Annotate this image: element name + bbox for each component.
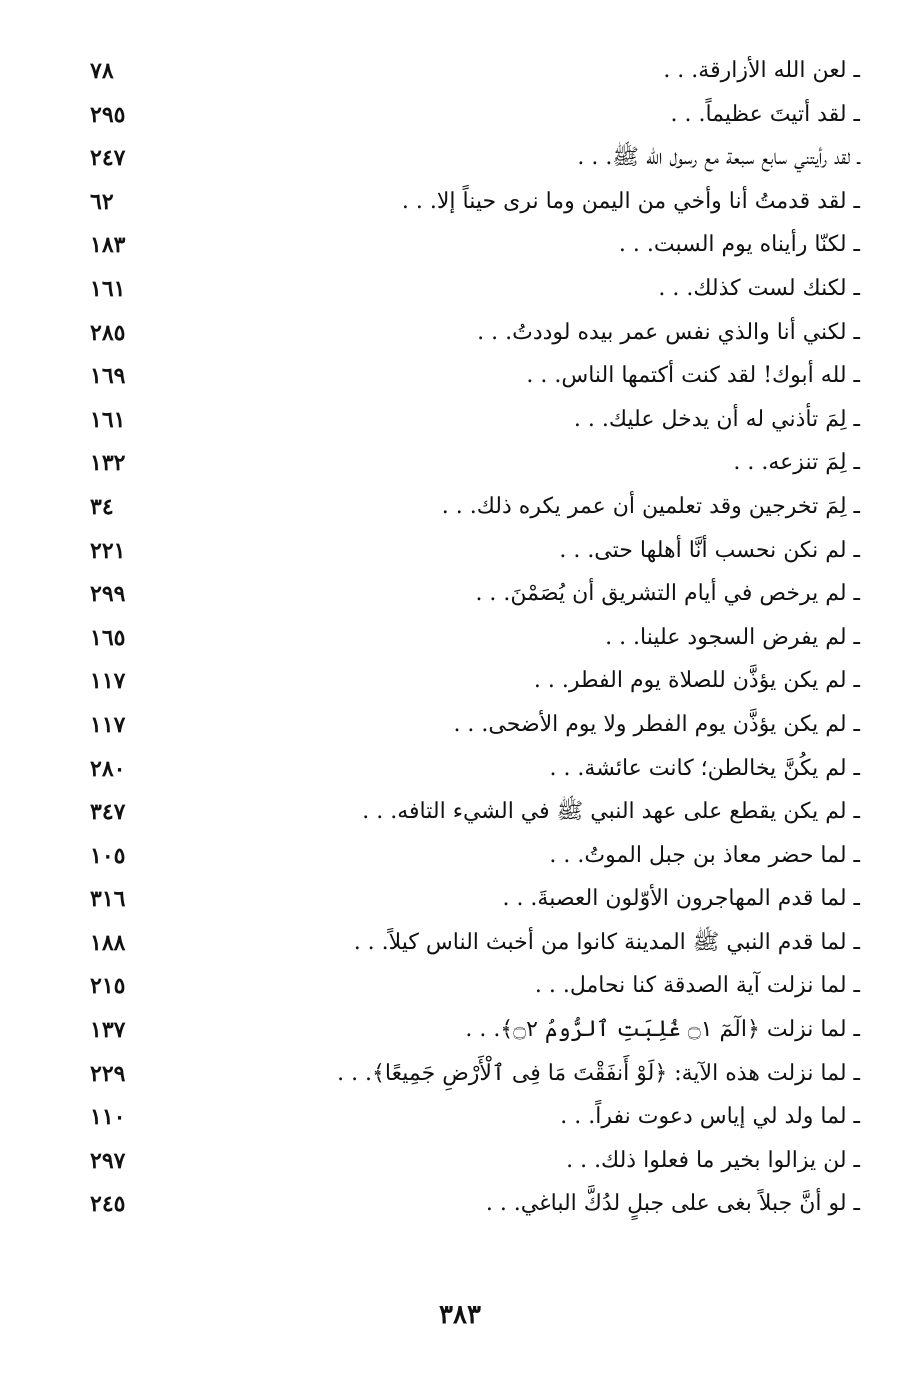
entry-text: ـ لقد رأيتني سابع سبعة مع رسول الله ﷺ. . . xyxy=(577,145,860,171)
entry-text: ـ لعن الله الأزارقة. . . xyxy=(663,58,860,83)
index-entry xyxy=(70,835,860,879)
index-entry xyxy=(70,50,860,94)
entry-page-ref: ١١٧ xyxy=(90,711,126,738)
entry-text: ـ لما ولد لي إياس دعوت نفراً. . . xyxy=(560,1104,860,1130)
entry-text: ـ لكنّا رأيناه يوم السبت. . . xyxy=(618,232,860,258)
entry-page-ref: ٣١٦ xyxy=(90,886,126,913)
entry-page-ref: ٢٨٥ xyxy=(90,319,126,346)
index-list xyxy=(70,50,860,1227)
index-entry xyxy=(70,922,860,966)
index-entry xyxy=(70,1140,860,1184)
index-entry xyxy=(70,965,860,1009)
index-entry xyxy=(70,486,860,530)
entry-page-ref: ٢٢١ xyxy=(90,537,126,564)
entry-page-ref: ٢٨٠ xyxy=(90,755,126,782)
index-entry xyxy=(70,399,860,443)
entry-page-ref: ١٣٢ xyxy=(90,450,126,477)
entry-text: ـ لم يكن يؤذَّن للصلاة يوم الفطر. . . xyxy=(533,668,860,694)
index-entry xyxy=(70,224,860,268)
index-entry xyxy=(70,1096,860,1140)
entry-page-ref: ٦٢ xyxy=(90,188,114,215)
entry-text: ـ لم يرخص في أيام التشريق أن يُصَمْنَ. . . xyxy=(475,581,860,607)
entry-text: ـ لكنك لست كذلك. . . xyxy=(658,275,860,301)
entry-text: ـ لما قدم النبي ﷺ المدينة كانوا من أخبث الناس كيلاً. . . xyxy=(353,929,860,955)
entry-text: ـ لقد قدمتُ أنا وأخي من اليمن وما نرى حيناً إلا. . . xyxy=(401,188,860,214)
entry-page-ref: ١١٧ xyxy=(90,668,126,695)
entry-text: ـ لما حضر معاذ بن جبل الموتُ. . . xyxy=(549,842,860,868)
entry-text: ـ لم يكن يقطع على عهد النبي ﷺ في الشيء التافه. . . xyxy=(362,799,860,825)
entry-page-ref: ٢٤٧ xyxy=(90,145,126,172)
index-entry xyxy=(70,530,860,574)
index-entry xyxy=(70,442,860,486)
entry-text: ـ لما نزلت آية الصدقة كنا نحامل. . . xyxy=(534,973,860,999)
index-entry xyxy=(70,660,860,704)
entry-text: ـ لما نزلت هذه الآية: ﴿لَوْ أَنفَقْتَ مَا فِى ٱلْأَرْضِ جَمِيعًا﴾. . . xyxy=(337,1060,860,1086)
index-entry xyxy=(70,748,860,792)
index-entry xyxy=(70,137,860,181)
entry-text: ـ لو أنَّ جبلاً بغى على جبلٍ لدُكَّ الباغي. . . xyxy=(485,1191,860,1217)
entry-text: ـ لكني أنا والذي نفس عمر بيده لوددتُ. . . xyxy=(477,319,860,345)
entry-page-ref: ٢٩٧ xyxy=(90,1147,126,1174)
index-entry xyxy=(70,1183,860,1227)
entry-text: ـ لِمَ تخرجين وقد تعلمين أن عمر يكره ذلك. . . xyxy=(441,493,860,519)
entry-page-ref: ١٦٩ xyxy=(90,363,126,390)
index-entry xyxy=(70,181,860,225)
entry-page-ref: ٣٤ xyxy=(90,493,114,520)
entry-text: ـ لم نكن نحسب أنَّا أهلها حتى. . . xyxy=(559,537,860,563)
index-entry xyxy=(70,355,860,399)
entry-text: ـ لم يفرض السجود علينا. . . xyxy=(605,624,860,650)
page-number: ٣٨٣ xyxy=(439,1300,481,1330)
entry-text: ـ لم يكن يؤذَّن يوم الفطر ولا يوم الأضحى. . . xyxy=(453,711,860,737)
index-entry xyxy=(70,1009,860,1053)
index-entry xyxy=(70,312,860,356)
index-entry xyxy=(70,704,860,748)
entry-page-ref: ١٦٥ xyxy=(90,624,126,651)
entry-page-ref: ١١٠ xyxy=(90,1104,126,1131)
entry-page-ref: ١٨٣ xyxy=(90,232,126,259)
entry-page-ref: ٧٨ xyxy=(90,58,114,84)
entry-text: ـ لما نزلت ﴿الٓمٓ ۝١ غُلِبَتِ ٱلرُّومُ ۝٢﴾. . . xyxy=(465,1017,860,1043)
entry-page-ref: ١٦١ xyxy=(90,275,126,302)
index-entry xyxy=(70,617,860,661)
entry-text: ـ لم يكُنَّ يخالطن؛ كانت عائشة. . . xyxy=(549,755,860,781)
index-entry xyxy=(70,94,860,138)
entry-page-ref: ٢١٥ xyxy=(90,973,126,1000)
index-entry xyxy=(70,878,860,922)
entry-page-ref: ١٨٨ xyxy=(90,929,126,956)
entry-page-ref: ١٠٥ xyxy=(90,842,126,869)
entry-page-ref: ٣٤٧ xyxy=(90,799,126,826)
entry-text: ـ لله أبوك! لقد كنت أكتمها الناس. . . xyxy=(526,363,860,389)
index-entry xyxy=(70,1053,860,1097)
index-entry xyxy=(70,791,860,835)
entry-text: ـ لِمَ تنزعه. . . xyxy=(733,450,860,476)
entry-page-ref: ١٦١ xyxy=(90,406,126,433)
entry-page-ref: ٢٩٥ xyxy=(90,101,126,128)
entry-page-ref: ٢٢٩ xyxy=(90,1060,126,1087)
index-entry xyxy=(70,573,860,617)
entry-text: ـ لن يزالوا بخير ما فعلوا ذلك. . . xyxy=(566,1147,860,1173)
entry-page-ref: ١٣٧ xyxy=(90,1017,126,1044)
entry-page-ref: ٢٩٩ xyxy=(90,581,126,608)
entry-text: ـ لما قدم المهاجرون الأوّلون العصبةَ. . . xyxy=(502,886,860,912)
entry-page-ref: ٢٤٥ xyxy=(90,1191,126,1218)
index-entry xyxy=(70,268,860,312)
entry-text: ـ لقد أتيتَ عظيماً. . . xyxy=(670,101,860,127)
entry-text: ـ لِمَ تأذني له أن يدخل عليك. . . xyxy=(573,406,860,432)
